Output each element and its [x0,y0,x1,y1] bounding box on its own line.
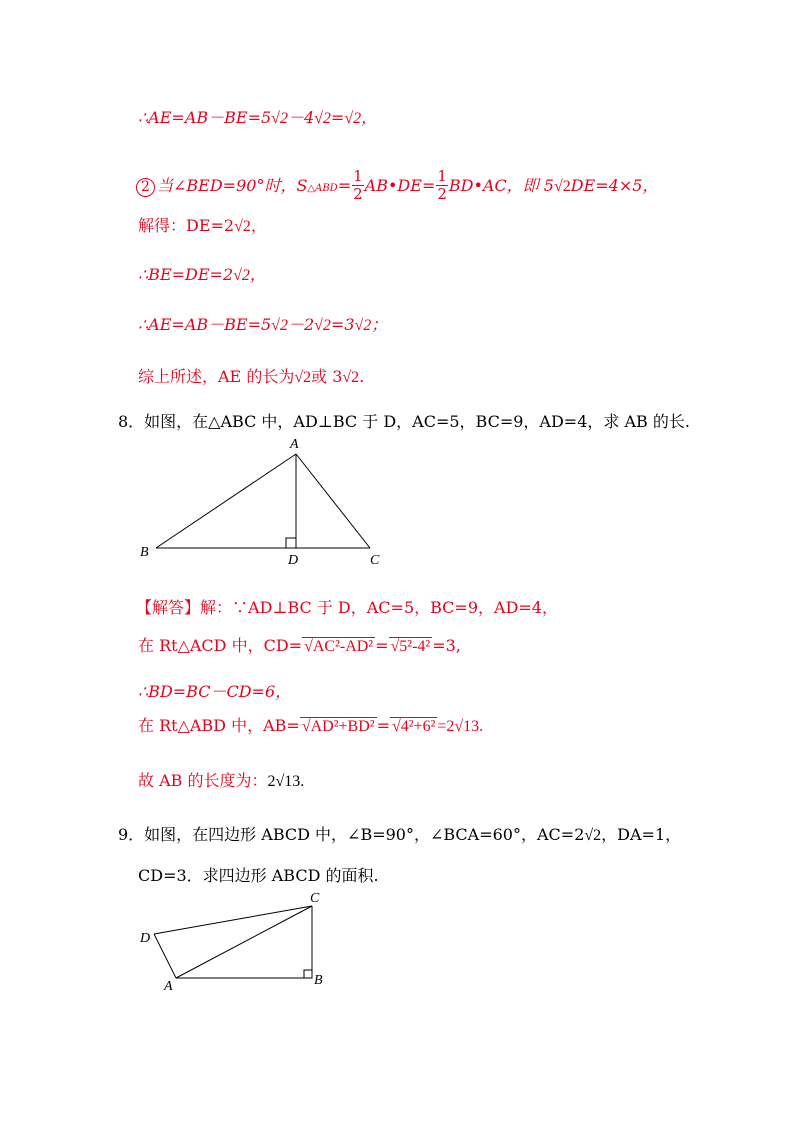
text: 2 [353,185,363,203]
text: ， [250,216,267,235]
text: = [337,175,352,195]
text: . [359,367,365,386]
right-angle-mark [286,538,296,548]
sol7-line-4 [138,265,266,286]
text: 1 [437,167,447,185]
question-8: 8．如图，在△ABC 中，AD⊥BC 于 D，AC=5，BC=9，AD=4，求 AB 的长. [118,412,690,431]
text: ∴AE=AB－BE=5 [138,315,272,334]
text: 当∠BED=90°时，S [157,175,308,195]
text: √2 [342,369,360,386]
label-b: B [314,973,323,988]
sol7-line-2 [136,168,658,203]
sol7-line-6 [138,367,364,388]
figure-q8 [130,432,390,572]
sol7-line-3 [138,216,267,237]
text: √5²-4² [390,638,431,655]
text: ； [371,315,388,334]
text: AB•DE= [364,175,436,195]
question-9-line-2: CD=3．求四边形 ABCD 的面积. [138,866,379,885]
text: √2 [294,369,312,386]
text: －4 [287,108,315,127]
text: 2√13. [267,773,305,790]
text: √2 [233,267,250,284]
sol8-line-2 [138,636,461,657]
text: DE=4×5， [570,175,659,195]
segment-ac [176,906,312,978]
label-c: C [370,553,380,568]
text: 在 Rt△ACD 中，CD= [138,636,303,655]
text: = [375,636,389,655]
text: －2 [287,315,315,334]
sol8-line-1 [136,598,558,618]
text: √2 [344,110,362,127]
text: = [330,108,345,127]
segment-ab [156,454,296,548]
sol8-line-3 [138,682,291,702]
label-d: D [288,553,299,568]
text: =3, [432,636,461,655]
text: 综上所述，AE 的长为 [138,367,295,386]
text: √2 [584,827,602,844]
right-angle-mark [304,970,312,978]
text: √4²+6² [391,718,436,735]
sol7-line-5 [138,315,387,336]
text: √2 [271,317,288,334]
text: =2√13. [437,718,484,735]
text: 在 Rt△ABD 中，AB= [138,716,300,735]
text: 解：∵AD⊥BC 于 D，AC=5，BC=9，AD=4， [200,598,558,617]
sol8-line-5 [138,771,304,792]
text: 故 AB 的长度为： [138,771,268,790]
text: ∴BE=DE=2 [138,265,234,284]
question-9-line-1 [118,825,681,846]
sol7-line-1 [138,108,377,129]
fraction [436,168,448,203]
label-d: D [140,931,151,946]
segment-da [154,934,176,978]
segment-ac [296,454,370,548]
circled-number: 2 [136,178,155,197]
sol8-line-4 [138,716,483,737]
label-a: A [290,437,299,452]
text: ， [249,265,266,284]
text: √AD²+BD² [301,718,375,735]
text: ∴BD=BC－CD=6， [138,682,292,701]
text: √2 [314,110,331,127]
text: 解得：DE=2 [138,216,235,235]
text: 1 [353,167,363,185]
label-a: A [164,979,173,994]
text: 2 [437,185,447,203]
text: ∴AE=AB－BE=5 [138,108,272,127]
figure-q9 [130,888,340,998]
segment-dc [154,906,312,934]
text: ，DA=1， [601,825,682,844]
text: √2 [314,317,331,334]
answer-tag: 【解答】 [136,598,201,617]
text: ， [361,108,378,127]
label-b: B [140,545,149,560]
text: 或 3 [311,367,343,386]
text: √AC²-AD² [304,638,374,655]
text: BD•AC，即 5 [448,175,554,195]
label-c: C [310,891,320,906]
text: √2 [271,110,288,127]
text: √2 [234,218,251,235]
text: 9．如图，在四边形 ABCD 中，∠B=90°，∠BCA=60°，AC=2 [118,825,585,844]
fraction [352,168,364,203]
text: = [376,716,390,735]
text: √2 [553,177,571,195]
text: △ABD [307,182,338,194]
text: √2 [354,317,372,334]
text: =3 [330,315,355,334]
